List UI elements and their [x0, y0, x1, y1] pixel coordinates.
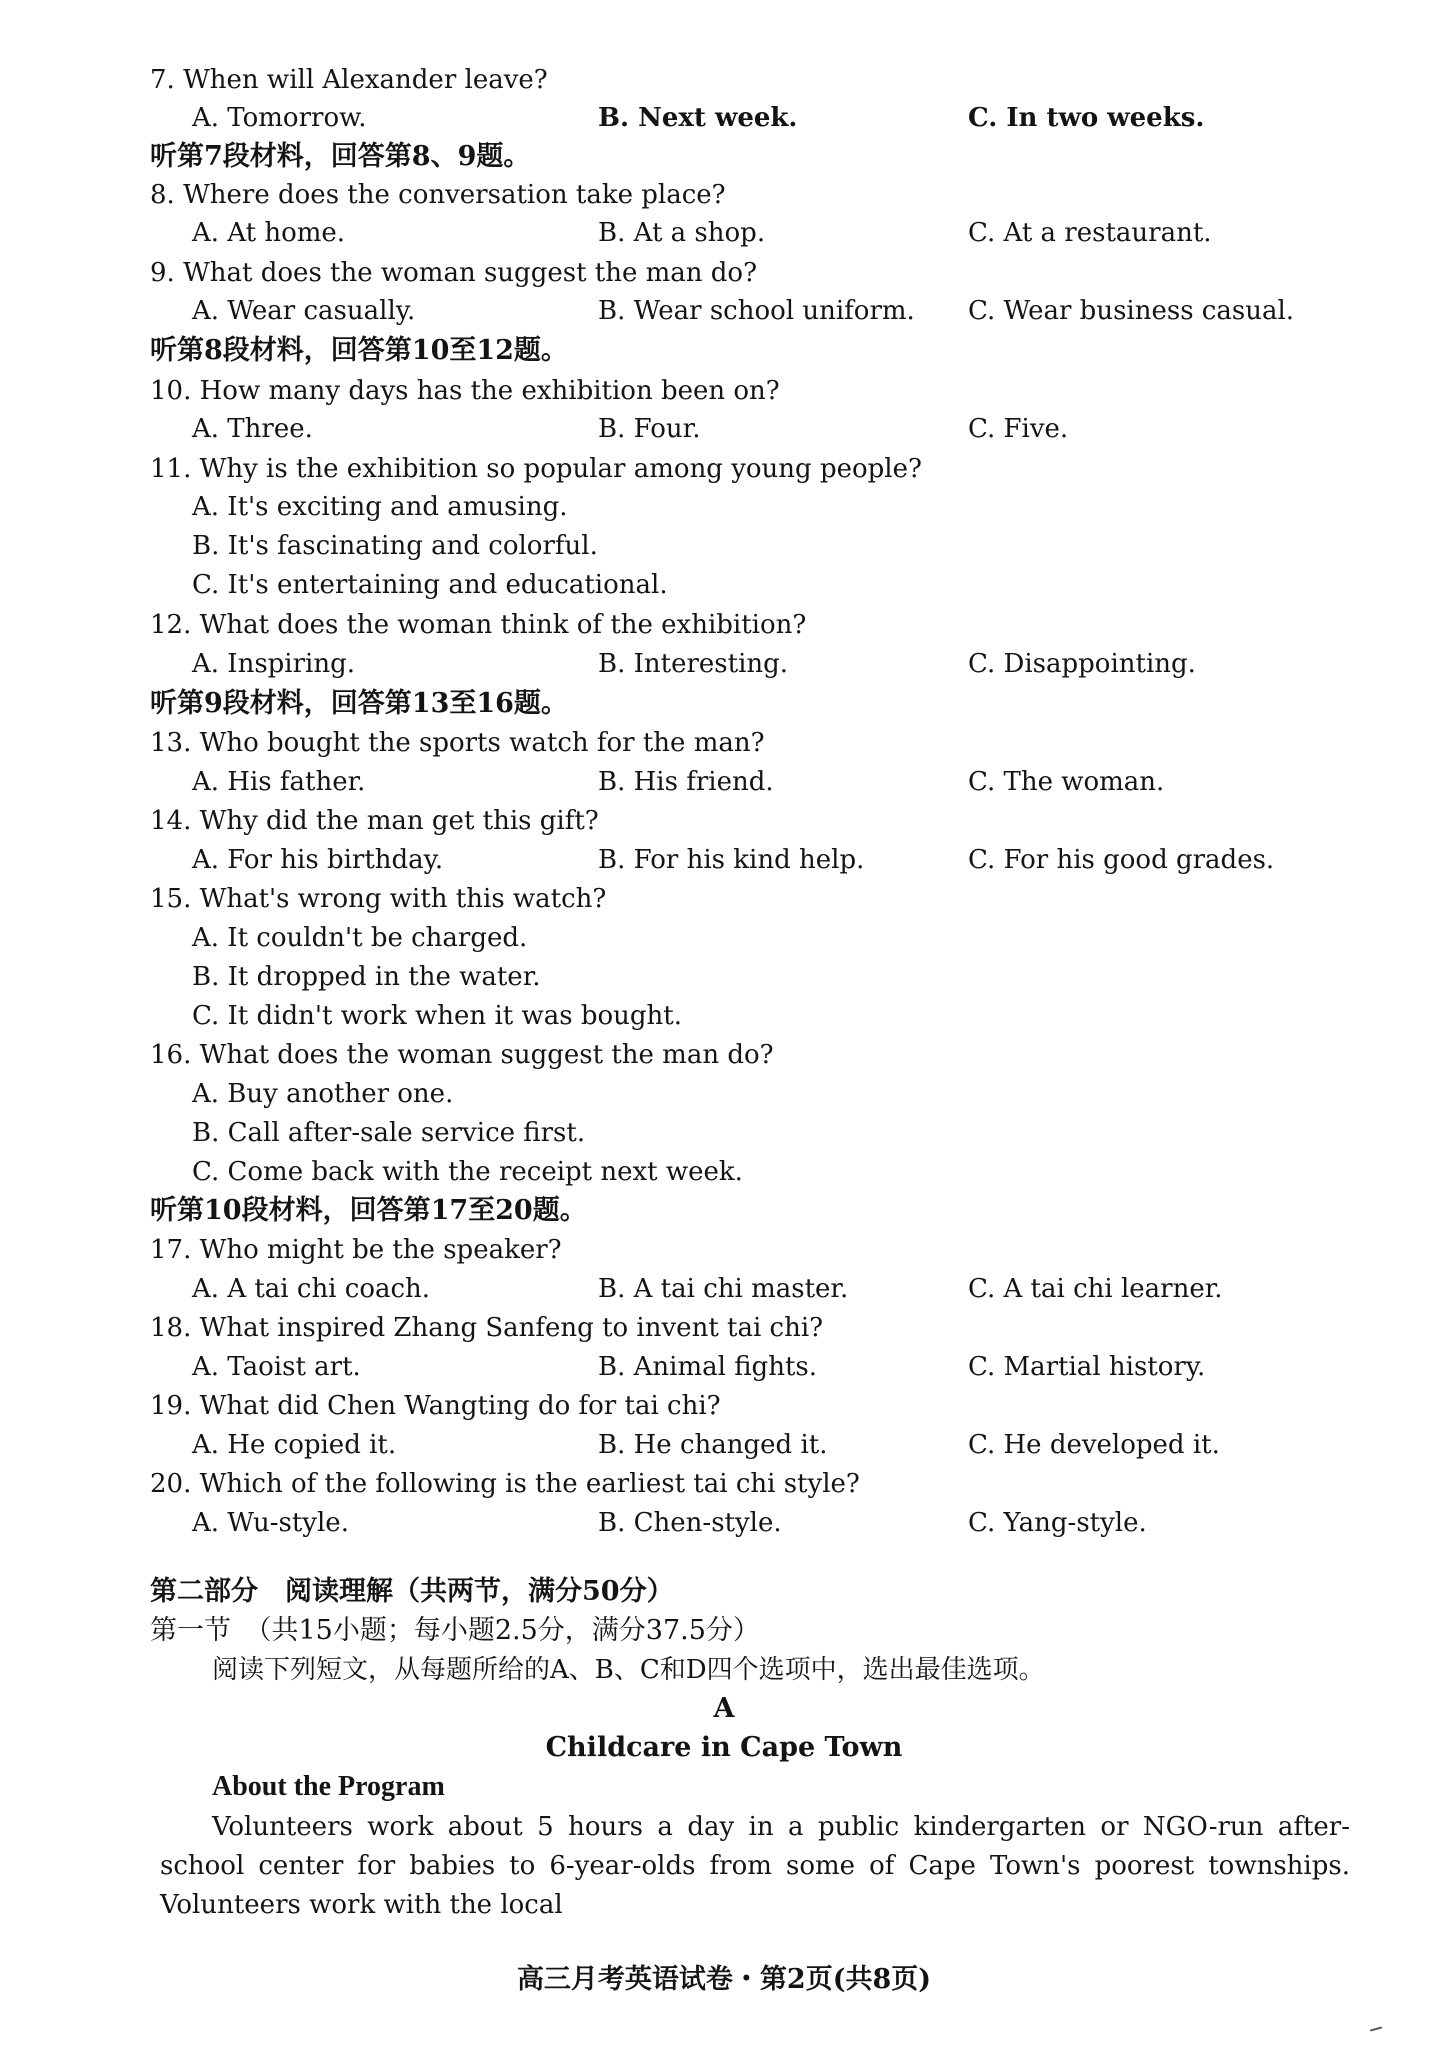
- q9-option-c: C. Wear business casual.: [968, 296, 1295, 326]
- q7-option-b: B. Next week.: [598, 103, 798, 133]
- section-heading-10: 听第10段材料，回答第17至20题。: [150, 1195, 587, 1226]
- q18-option-a: A. Taoist art.: [192, 1352, 361, 1382]
- q17-option-c: C. A tai chi learner.: [968, 1274, 1223, 1304]
- part2-section1: 第一节 （共15小题；每小题2.5分，满分37.5分）: [150, 1615, 760, 1646]
- question-10: 10. How many days has the exhibition been on?: [150, 376, 780, 406]
- q7-option-c: C. In two weeks.: [968, 103, 1205, 133]
- q16-option-a: A. Buy another one.: [192, 1079, 454, 1109]
- passage-letter: A: [713, 1693, 735, 1724]
- question-16: 16. What does the woman suggest the man do?: [150, 1040, 774, 1070]
- section-heading-7: 听第7段材料，回答第8、9题。: [150, 141, 531, 172]
- q15-option-a: A. It couldn't be charged.: [192, 923, 528, 953]
- q11-option-a: A. It's exciting and amusing.: [192, 492, 568, 522]
- page-footer: 高三月考英语试卷・第2页(共8页): [516, 1964, 932, 1995]
- q12-option-a: A. Inspiring.: [192, 649, 356, 679]
- q9-option-a: A. Wear casually.: [192, 296, 416, 326]
- q18-option-b: B. Animal fights.: [598, 1352, 817, 1382]
- question-13: 13. Who bought the sports watch for the man?: [150, 728, 765, 758]
- question-8: 8. Where does the conversation take place?: [150, 180, 726, 210]
- q14-option-c: C. For his good grades.: [968, 845, 1275, 875]
- q7-option-a: A. Tomorrow.: [192, 103, 367, 133]
- q8-option-c: C. At a restaurant.: [968, 218, 1212, 248]
- section-heading-9: 听第9段材料，回答第13至16题。: [150, 688, 568, 719]
- q19-option-b: B. He changed it.: [598, 1430, 828, 1460]
- q12-option-c: C. Disappointing.: [968, 649, 1196, 679]
- section-heading-8: 听第8段材料，回答第10至12题。: [150, 335, 568, 366]
- q15-option-c: C. It didn't work when it was bought.: [192, 1001, 682, 1031]
- passage-paragraph-text: Volunteers work about 5 hours a day in a public kindergarten or NGO-run after-school center for babies to 6-year-olds from some of Cape Town's poorest townships. Volunteers work with the local: [160, 1812, 1350, 1920]
- q13-option-b: B. His friend.: [598, 767, 774, 797]
- program-subheading: About the Program: [212, 1771, 445, 1802]
- q17-option-b: B. A tai chi master.: [598, 1274, 849, 1304]
- q20-option-c: C. Yang-style.: [968, 1508, 1147, 1538]
- question-19: 19. What did Chen Wangting do for tai chi?: [150, 1391, 721, 1421]
- question-7: 7. When will Alexander leave?: [150, 65, 548, 95]
- q9-option-b: B. Wear school uniform.: [598, 296, 915, 326]
- q8-option-a: A. At home.: [192, 218, 346, 248]
- q11-option-c: C. It's entertaining and educational.: [192, 570, 668, 600]
- q10-option-b: B. Four.: [598, 414, 701, 444]
- q13-option-a: A. His father.: [192, 767, 366, 797]
- question-18: 18. What inspired Zhang Sanfeng to invent tai chi?: [150, 1313, 824, 1343]
- q14-option-b: B. For his kind help.: [598, 845, 865, 875]
- q16-option-c: C. Come back with the receipt next week.: [192, 1157, 743, 1187]
- q18-option-c: C. Martial history.: [968, 1352, 1206, 1382]
- q10-option-c: C. Five.: [968, 414, 1069, 444]
- q19-option-c: C. He developed it.: [968, 1430, 1220, 1460]
- q8-option-b: B. At a shop.: [598, 218, 766, 248]
- q20-option-a: A. Wu-style.: [192, 1508, 349, 1538]
- q11-option-b: B. It's fascinating and colorful.: [192, 531, 598, 561]
- q17-option-a: A. A tai chi coach.: [192, 1274, 431, 1304]
- passage-title: Childcare in Cape Town: [545, 1732, 903, 1763]
- q19-option-a: A. He copied it.: [192, 1430, 397, 1460]
- passage-paragraph: [160, 1808, 1350, 1925]
- q16-option-b: B. Call after-sale service first.: [192, 1118, 586, 1148]
- question-15: 15. What's wrong with this watch?: [150, 884, 607, 914]
- question-20: 20. Which of the following is the earliest tai chi style?: [150, 1469, 860, 1499]
- part2-instruction: 阅读下列短文，从每题所给的A、B、C和D四个选项中，选出最佳选项。: [212, 1655, 1045, 1685]
- question-14: 14. Why did the man get this gift?: [150, 806, 599, 836]
- question-9: 9. What does the woman suggest the man do?: [150, 258, 758, 288]
- q13-option-c: C. The woman.: [968, 767, 1165, 797]
- part2-title: 第二部分 阅读理解（共两节，满分50分）: [150, 1576, 674, 1607]
- scan-mark: [1370, 2026, 1382, 2031]
- q15-option-b: B. It dropped in the water.: [192, 962, 541, 992]
- question-12: 12. What does the woman think of the exhibition?: [150, 610, 807, 640]
- q20-option-b: B. Chen-style.: [598, 1508, 782, 1538]
- question-11: 11. Why is the exhibition so popular among young people?: [150, 454, 922, 484]
- q10-option-a: A. Three.: [192, 414, 313, 444]
- q14-option-a: A. For his birthday.: [192, 845, 444, 875]
- q12-option-b: B. Interesting.: [598, 649, 789, 679]
- question-17: 17. Who might be the speaker?: [150, 1235, 562, 1265]
